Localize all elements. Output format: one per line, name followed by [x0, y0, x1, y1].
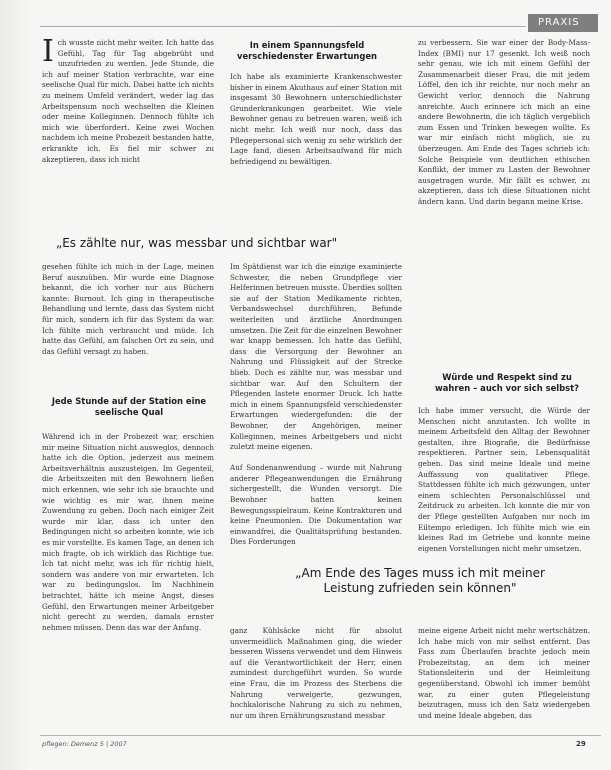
column-3-mid [418, 406, 590, 558]
column-3-top [418, 38, 590, 358]
column-1-mid [42, 262, 214, 377]
body-text: ganz Kühlsäcke nicht für absolut unvermeidlich Maßnahmen ging, die wieder besseren Wissens verwendet und dem Hinweis auf die Verantwortlichkeit der Herr, einen zumindest durchgeführt wurden. So wurde eine Frau, die im Prozess des Sterbens die Nahrung verweigerte, gezwungen, hochkalorische Nahrung zu sich zu nehmen, nur um ihren Ernährungszustand messbar [230, 626, 402, 720]
column-3-bottom [418, 626, 590, 730]
body-text: Ich habe immer versucht, die Würde der Menschen nicht anzutasten. Ich wollte in meinem Arbeitsfeld den Alltag der Bewohner gestalten, ihre Biografie, die Bedürfnisse respektieren. Partner sein, Lebensqualität geben. Das sind meine Ideale und meine Auffassung von qualitativer Pflege. Stattdessen fühlte ich mich gezwungen, unter einem schlechten Personalschlüssel und Zeitdruck zu arbeiten. Ich konnte die mir von der Pflege gestellten Aufgaben nur noch im Eiltempo erledigen. Ich fühlte mich wie ein kleines Rad im Getriebe und konnte meine eigenen Vorstellungen nicht mehr umsetzen. [418, 406, 590, 553]
pull-quote: „Am Ende des Tages muss ich mit meiner Leistung zufrieden sein können" [295, 566, 545, 595]
body-text: Während ich in der Probezeit war, erschien mir meine Situation nicht ausweglos, dennoch hatte ich die Option, jederzeit aus meinem Arbeitsverhältnis auszusteigen. Im Gegenteil, die Arbeitszeiten mit den Bewohnern ließen mich erkennen, wie sehr ich sie brauchte und wie wichtig es mir war, ihnen meine Zuwendung zu geben. Doch nach einiger Zeit wurde mir klar, dass ich unter den Bedingungen nicht so arbeiten konnte, wie ich es mir vorstellte. Es kamen Tage, an denen ich mich fragte, ob ich wirklich das Richtige tue. Ich tat nicht mehr, was ich für richtig hielt, sondern was andere von mir erwarteten. Ich war zu bedingungslos. Im Nachhinein betrachtet, hätte ich meine Angst, dieses Gefühl, den Erwartungen meiner Arbeitgeber nicht gerecht zu werden, damals ernster nehmen müssen. Denn das war der Anfang. [42, 432, 214, 632]
body-text: ch wusste nicht mehr weiter. Ich hatte das Gefühl, Tag für Tag abgebrüht und unzufrieden zu werden. Jede Stunde, die ich auf meiner Station verbrachte, war eine seelische Qual für mich. Dabei hatte ich nichts zu meinem Umfeld verändert, weder lag das Arbeitspensum noch wechselten die Kleinen oder meine Kolleginnen. Dennoch fühlte ich mich wie überfordert. Keine zwei Wochen nachdem ich meine Probezeit bestanden hatte, erkrankte ich. Es fiel mir schwer zu akzeptieren, dass ich nicht [42, 38, 214, 164]
body-text: zu verbessern. Sie war einer der Body-Mass-Index (BMI) nur 17 gesenkt. Ich weiß noch sehr genau, wie ich mit einem Gefühl der Zusammenarbeit dieser Frau, die mit jedem Löffel, den ich ihr reichte, nur noch mehr an Gewicht verlor, dennoch die Nahrung anreichte. Auch erinnere ich mich an eine andere Bewohnerin, die ich täglich vergeblich zum Essen und Trinken bewegen wollte. Es war mir einfach nicht möglich, sie zu überzeugen. Am Ende des Tages schrieb ich: Solche Beispiele von deutlichen ethischen Konflikt, der immer zu Lasten der Bewohner ausgetragen wurde. Mir fällt es schwer, zu akzeptieren, dass ich diese Situationen nicht ändern kann. Und darin begann meine Krise. [418, 38, 590, 206]
body-text: Ich habe als examinierte Krankenschwester bisher in einem Akuthaus auf einer Station mit insgesamt 30 Bewohnern unterschiedlichster Grunderkrankungen gearbeitet. Wie viele Bewohner genau zu betreuen waren, weiß ich nicht mehr. Ich weiß nur noch, dass das Pflegepersonal sich wenig zu sehr wirklich der Lage fand, diesen Arbeitsaufwand für mich befriedigend zu bewältigen. [230, 72, 402, 166]
column-1-top [42, 34, 214, 236]
page-number: 29 [576, 740, 586, 748]
column-1-bottom [42, 432, 214, 728]
column-2-mid [230, 262, 402, 547]
section-label: PRAXIS [528, 14, 598, 32]
magazine-issue: pflegen: Demenz 5 | 2007 [42, 740, 127, 748]
column-2-bottom [230, 626, 402, 730]
subheading: Jede Stunde auf der Station eine seelische Qual [51, 396, 207, 417]
body-text: gesehen fühlte ich mich in der Lage, meinen Beruf auszuüben. Mir wurde eine Diagnose bekannt, die ich vorher nur aus Büchern kannte: Burnout. Ich ging in therapeutische Behandlung und lernte, dass das System nicht für mich, sondern ich für das System da war. Ich fühlte mich verbraucht und müde. Ich hatte das Gefühl, am falschen Ort zu sein, und das Gefühl versagt zu haben. [42, 262, 214, 356]
subheading: In einem Spannungsfeld verschiedenster Erwartungen [236, 40, 378, 61]
pull-quote: „Es zählte nur, was messbar und sichtbar war" [56, 236, 338, 250]
body-text: Im Spätdienst war ich die einzige examinierte Schwester, die neben Grundpflege vier Helferinnen betreuen musste. Überdies sollten sie auf der Station Medikamente richten, Verbandswechsel durchführen, Befunde weiterleiten und ärztliche Anordnungen umsetzen. Die Zeit für die einzelnen Bewohner war knapp bemessen. Ich hatte das Gefühl, dass die Versorgung der Bewohner an Nahrung und Flüssigkeit auf der Strecke blieb. Doch es zählte nur, was messbar und sichtbar war. Auf den Schultern der Pflegenden lastete enormer Druck. Ich hatte mich in einem Spannungsfeld verschiedenster Erwartungen wiedergefunden: die der Bewohner, der Angehörigen, meiner Kolleginnen, meines Arbeitgebers und nicht zuletzt meine eigenen. [230, 262, 402, 452]
body-text: meine eigene Arbeit nicht mehr wertschätzen. Ich habe mich von mir selbst entfernt. Das Fass zum Überlaufen brachte jedoch mein Probezeitstag, an dem ich meiner Stationsleiterin und der Heimleitung gegenüberstand. Obwohl ich immer bemüht war, zu einer guten Pflegeleistung beizutragen, muss ich den Satz wiedergeben und meine Ideale abgeben, das [418, 626, 590, 720]
column-2-top [230, 72, 402, 232]
subheading: Würde und Respekt sind zu wahren – auch vor sich selbst? [435, 372, 579, 393]
footer-rule [40, 735, 601, 736]
body-text: Auf Sondenanwendung – wurde mit Nahrung anderer Pflegeanwendungen die Ernährung sichergestellt, die Wunden versorgt. Die Bewohner hatten keinen Bewegungsspielraum. Keine Kontrakturen und keine Pneumonien. Die Dokumentation war einwandfrei, die Qualitätsprüfung bestanden. Dies Forderungen [230, 463, 402, 547]
drop-cap: I [42, 34, 54, 69]
header-rule [40, 26, 526, 27]
